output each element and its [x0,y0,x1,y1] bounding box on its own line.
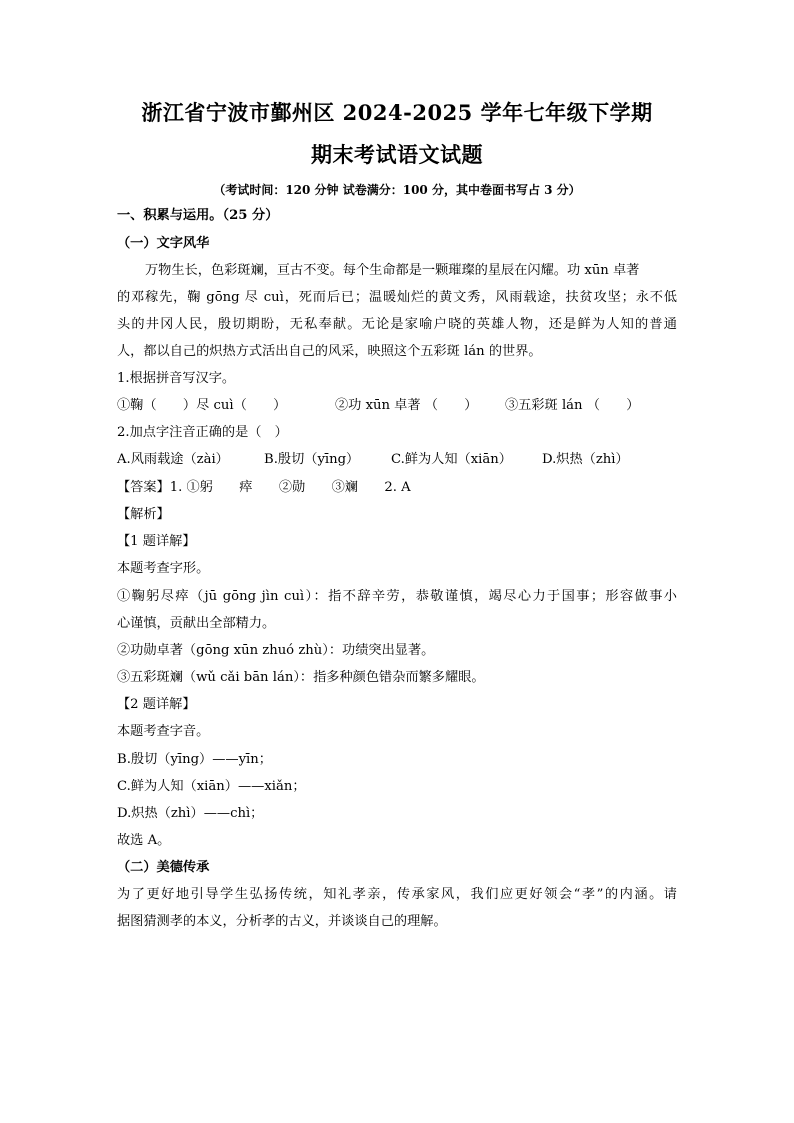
q1-detail-item: ③五彩斑斓（wǔ cǎi bān lán）：指多种颜色错杂而繁多耀眼。 [117,670,485,685]
blank-item: ①鞠（ ）尽 cuì（ ） [117,398,287,413]
analysis-label: 【解析】 [117,507,170,522]
question-1: 1.根据拼音写汉字。 [117,371,236,386]
q1-detail-item: 心谨慎，贡献出全部精力。 [117,616,276,631]
question-2: 2.加点字注音正确的是（ ） [117,425,288,440]
exam-title-line1: 浙江省宁波市鄞州区 2024-2025 学年七年级下学期 [141,100,653,125]
exam-title-line2: 期末考试语文试题 [311,142,483,167]
subsection-heading-1: （一）文字风华 [117,236,210,251]
passage-line: 头的井冈人民，殷切期盼，无私奉献。无论是家喻户晓的英雄人物，还是鲜为人知的普通 [117,317,677,332]
subsection-heading-2: （二）美德传承 [117,860,210,875]
passage-line: 人，都以自己的炽热方式活出自己的风采，映照这个五彩斑 lán 的世界。 [117,344,542,359]
section-heading: 一、积累与运用。（25 分） [117,208,279,223]
q1-detail-label: 【1 题详解】 [117,534,196,549]
q2-detail-item: C.鲜为人知（xiān）——xiǎn； [117,779,306,794]
option-b: B.殷切（yīng） [264,452,360,467]
option-d: D.炽热（zhì） [542,452,629,467]
blank-item: ③五彩斑 lán （ ） [505,398,640,413]
answer-line: 【答案】1. ①躬 瘁 ②勋 ③斓 2. A [117,480,411,495]
q2-detail-intro: 本题考查字音。 [117,724,210,739]
blank-item: ②功 xūn 卓著 （ ） [335,398,478,413]
q2-detail-item: B.殷切（yīng）——yīn； [117,752,272,767]
question-1-blanks [117,397,639,415]
passage-line: 万物生长，色彩斑斓，亘古不变。每个生命都是一颗璀璨的星辰在闪耀。功 xūn 卓著 [145,263,640,278]
question-2-options [117,451,629,469]
q1-detail-item: ②功勋卓著（gōng xūn zhuó zhù）：功绩突出显著。 [117,643,435,658]
q2-detail-label: 【2 题详解】 [117,697,196,712]
option-c: C.鲜为人知（xiān） [391,452,512,467]
q2-detail-item: D.炽热（zhì）——chì； [117,806,264,821]
exam-note: （考试时间：120 分钟 试卷满分：100 分，其中卷面书写占 3 分） [213,183,581,197]
q2-conclusion: 故选 A。 [117,833,171,848]
passage-line: 的邓稼先，鞠 gōng 尽 cuì，死而后已；温暖灿烂的黄文秀，风雨载途，扶贫攻坚；永不低 [117,290,677,305]
closing-line: 为了更好地引导学生弘扬传统，知礼孝亲，传承家风，我们应更好领会“孝”的内涵。请 [117,887,677,902]
closing-line: 据图猜测孝的本义，分析孝的古义，并谈谈自己的理解。 [117,914,447,929]
q1-detail-item: ①鞠躬尽瘁（jū gōng jìn cuì）：指不辞辛劳，恭敬谨慎，竭尽心力于国事；形容做事小 [117,589,677,604]
option-a: A.风雨载途（zài） [117,452,229,467]
q1-detail-intro: 本题考查字形。 [117,561,210,576]
